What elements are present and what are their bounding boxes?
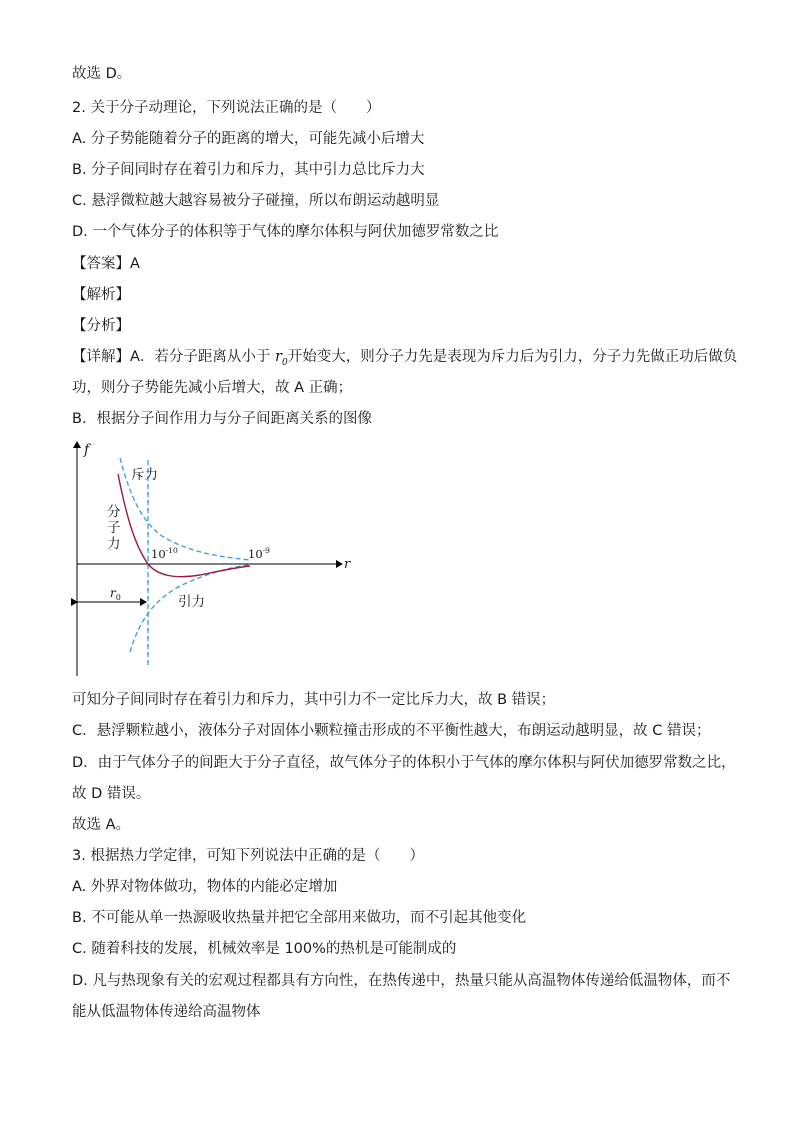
answer-line [72,254,140,274]
fenxi-tag: 【分析】 [72,318,130,334]
detail-a-pre: A．若分子距离从小于 [130,349,271,365]
question-3-option-d1: D. 凡与热现象有关的宏观过程都具有方向性，在热传递中，热量只能从高温物体传递给低温物体，而不 [72,973,731,989]
detail-a-post: 开始变大，则分子力先是表现为斥力后为引力，分子力先做正功后做负 [287,349,738,365]
question-2-option-b: B. 分子间同时存在着引力和斥力，其中引力总比斥力大 [72,162,425,178]
question-3-option-b: B. 不可能从单一热源吸收热量并把它全部用来做功，而不引起其他变化 [72,910,527,926]
question-2-option-d: D. 一个气体分子的体积等于气体的摩尔体积与阿伏加德罗常数之比 [72,224,499,240]
question-2-title: 2. 关于分子动理论，下列说法正确的是（ ） [72,100,381,116]
tick-label-2: $10^{-9}$ [248,546,270,561]
detail-line-c: C．悬浮颗粒越小，液体分子对固体小颗粒撞击形成的不平衡性越大，布朗运动越明显，故 C 错误； [72,723,711,739]
detail-after-figure: 可知分子间同时存在着引力和斥力，其中引力不一定比斥力大，故 B 错误； [72,692,556,708]
detail-tag: 【详解】 [72,349,130,365]
detail-line-d1: D．由于气体分子的间距大于分子直径，故气体分子的体积小于气体的摩尔体积与阿伏加德罗常数之比， [72,755,736,771]
net-force-label-1: 分 [107,504,121,520]
r0-label: $r_0$ [110,586,121,602]
tick-label-1: $10^{-10}$ [151,546,178,561]
question-2-option-a: A. 分子势能随着分子的距离的增大，可能先减小后增大 [72,131,425,147]
analysis-tag: 【解析】 [72,287,130,303]
repulsion-label: 斥力 [131,467,158,483]
y-axis-label: f [84,442,90,458]
question-3-title: 3. 根据热力学定律，可知下列说法中正确的是（ ） [72,848,424,864]
question-3-option-a: A. 外界对物体做功，物体的内能必定增加 [72,879,338,895]
select-line: 故选 A。 [72,817,131,833]
r0-symbol: $r_0$ [275,349,288,368]
answer-tag: 【答案】 [72,256,130,272]
net-force-curve [118,474,250,577]
x-axis-label: r [344,557,351,572]
detail-line-a2: 功，则分子势能先减小后增大，故 A 正确； [72,380,353,396]
question-3-option-d2: 能从低温物体传递给高温物体 [72,1004,261,1020]
question-3-option-c: C. 随着科技的发展，机械效率是 100%的热机是可能制成的 [72,941,457,957]
answer-value: A [130,256,140,272]
net-force-label-3: 力 [107,536,121,552]
detail-line-a1 [72,347,737,373]
force-distance-figure [60,436,370,680]
question-2-option-c: C. 悬浮微粒越大越容易被分子碰撞，所以布朗运动越明显 [72,193,440,209]
attraction-label: 引力 [178,594,205,610]
detail-line-d2: 故 D 错误。 [72,786,151,802]
net-force-label-2: 子 [107,520,121,536]
text-line: 故选 D。 [72,66,132,82]
detail-line-b: B．根据分子间作用力与分子间距离关系的图像 [72,411,372,427]
